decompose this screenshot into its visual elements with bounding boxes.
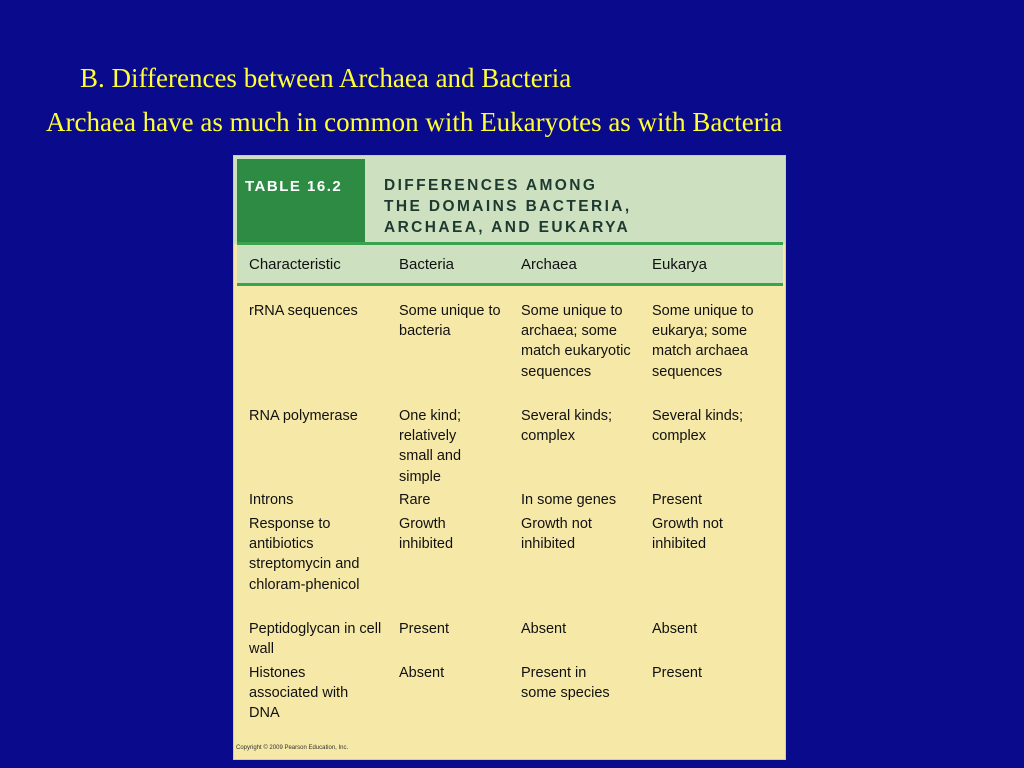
divider bbox=[237, 283, 783, 286]
copyright-notice: Copyright © 2009 Pearson Education, Inc. bbox=[236, 745, 349, 751]
row-histones-characteristic: Histones associated with DNA bbox=[249, 665, 349, 722]
row-rrna-characteristic: rRNA sequences bbox=[249, 303, 358, 319]
row-rrna-archaea: Some unique to archaea; some match eukaryotic sequences bbox=[521, 303, 631, 380]
row-rna-polymerase-characteristic: RNA polymerase bbox=[249, 408, 358, 424]
row-peptidoglycan-characteristic: Peptidoglycan in cell wall bbox=[249, 621, 382, 658]
column-header-bacteria: Bacteria bbox=[399, 256, 455, 273]
table-title bbox=[384, 175, 632, 238]
row-peptidoglycan-archaea: Absent bbox=[521, 621, 567, 637]
row-rna-polymerase-eukarya: Several kinds; complex bbox=[652, 408, 744, 445]
row-antibiotics-bacteria: Growth inhibited bbox=[399, 516, 454, 553]
row-introns-eukarya: Present bbox=[652, 492, 702, 508]
row-histones-eukarya: Present bbox=[652, 665, 702, 681]
row-antibiotics-eukarya: Growth not inhibited bbox=[652, 516, 723, 553]
row-rna-polymerase-archaea: Several kinds; complex bbox=[521, 408, 613, 445]
row-introns-bacteria: Rare bbox=[399, 492, 431, 508]
row-introns-characteristic: Introns bbox=[249, 492, 294, 508]
row-peptidoglycan-bacteria: Present bbox=[399, 621, 449, 637]
table-title-line-2: THE DOMAINS BACTERIA, bbox=[384, 198, 632, 215]
row-histones-archaea: Present in some species bbox=[521, 665, 610, 702]
row-peptidoglycan-eukarya: Absent bbox=[652, 621, 698, 637]
table-label: TABLE 16.2 bbox=[237, 159, 365, 243]
column-header-eukarya: Eukarya bbox=[652, 256, 708, 273]
slide-heading: B. Differences between Archaea and Bacteria bbox=[80, 63, 572, 93]
table-title-line-3: ARCHAEA, AND EUKARYA bbox=[384, 219, 631, 236]
row-histones-bacteria: Absent bbox=[399, 665, 445, 681]
column-header-characteristic: Characteristic bbox=[249, 256, 341, 273]
row-antibiotics-archaea: Growth not inhibited bbox=[521, 516, 592, 553]
table-figure bbox=[233, 155, 786, 760]
table-title-line-1: DIFFERENCES AMONG bbox=[384, 177, 598, 194]
column-header-archaea: Archaea bbox=[521, 256, 577, 273]
slide-subheading: Archaea have as much in common with Eukaryotes as with Bacteria bbox=[46, 107, 783, 137]
row-introns-archaea: In some genes bbox=[521, 492, 617, 508]
row-rrna-bacteria: Some unique to bacteria bbox=[399, 303, 501, 340]
row-antibiotics-characteristic: Response to antibiotics streptomycin and chloram-phenicol bbox=[249, 516, 360, 593]
row-rna-polymerase-bacteria: One kind; relatively small and simple bbox=[399, 408, 462, 485]
row-rrna-eukarya: Some unique to eukarya; some match archaea sequences bbox=[652, 303, 754, 380]
